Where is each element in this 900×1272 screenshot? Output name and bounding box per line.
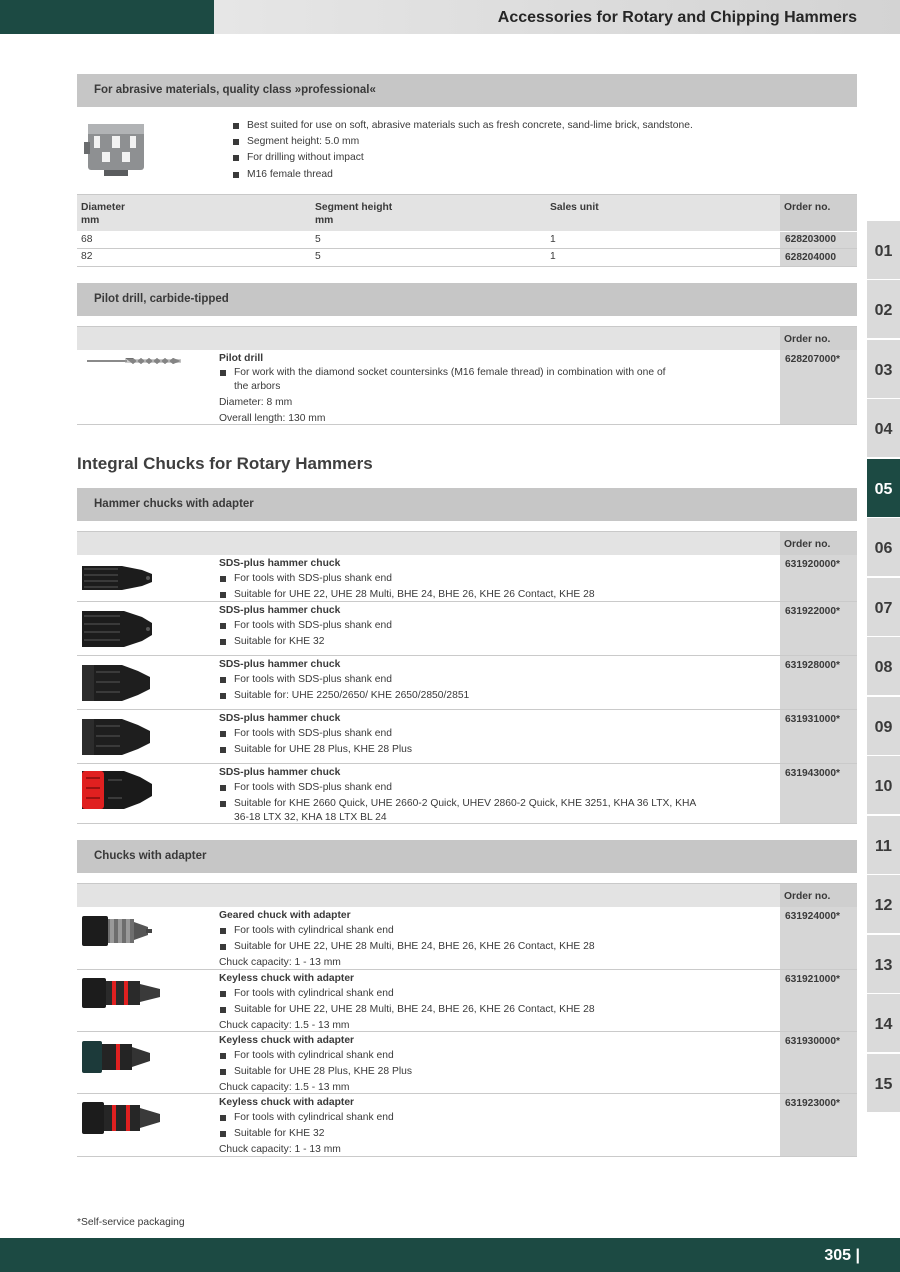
chapter-tab-13[interactable]: 13 [867,935,900,993]
chapter-tab-12[interactable]: 12 [867,875,900,933]
section-bar-chucks-adapter: Chucks with adapter [77,840,857,873]
product-description [219,766,704,825]
keyless-chuck-image [82,975,166,1011]
header-accent-block [0,0,214,34]
product-bullet: Suitable for UHE 22, UHE 28 Multi, BHE 24, BHE 26, KHE 26 Contact, KHE 28 [219,587,759,603]
table-row [77,249,857,267]
col-segment-unit: mm [315,215,334,226]
product-bullet: For tools with cylindrical shank end [219,923,759,939]
product-bullet: Suitable for KHE 2660 Quick, UHE 2660-2 Quick, UHEV 2860-2 Quick, KHE 3251, KHA 36 LTX, KHA 36-18 LTX 32, KHA 18 LTX BL 24 [219,797,704,825]
col-order-no: Order no. [784,891,831,902]
col-diameter: Diameter [81,202,126,213]
product-bullet: Suitable for UHE 22, UHE 28 Multi, BHE 24, BHE 26, KHE 26 Contact, KHE 28 [219,1002,759,1018]
keyless-chuck-image [82,1038,154,1076]
cell-order-no: 631922000* [785,606,840,617]
hammer-chucks-table-header [77,531,857,555]
sds-hammer-chuck-image [82,661,154,705]
table-row [77,656,857,710]
product-bullet: Suitable for UHE 22, UHE 28 Multi, BHE 24, BHE 26, KHE 26 Contact, KHE 28 [219,939,759,955]
header-bar [214,0,900,34]
sds-hammer-chuck-image [82,560,154,596]
chapter-tab-09[interactable]: 09 [867,697,900,755]
product-description [219,658,759,704]
cell-order-no: 631928000* [785,660,840,671]
product-title: SDS-plus hammer chuck [219,558,341,569]
footnote: *Self-service packaging [77,1217,185,1228]
product-description [219,909,759,971]
cell-diameter: 82 [81,251,93,262]
sds-hammer-chuck-image [82,715,154,759]
product-bullet: For tools with cylindrical shank end [219,1110,759,1126]
table-row [77,907,857,970]
product-title: Keyless chuck with adapter [219,973,355,984]
chapter-tab-03[interactable]: 03 [867,340,900,398]
product-bullet: Suitable for UHE 28 Plus, KHE 28 Plus [219,742,759,758]
cell-order-no: 631943000* [785,768,840,779]
product-description [219,972,759,1034]
cell-order-no: 631921000* [785,974,840,985]
product-capacity: Chuck capacity: 1 - 13 mm [219,1144,341,1155]
product-description [219,557,759,603]
table-row [77,1032,857,1094]
footer-bar [0,1238,900,1272]
col-sales-unit: Sales unit [550,202,599,213]
col-order-no: Order no. [784,334,831,345]
table-row [77,764,857,824]
cell-segment: 5 [315,234,321,245]
product-bullet: Suitable for: UHE 2250/2650/ KHE 2650/2850/2851 [219,688,759,704]
product-bullet: For work with the diamond socket countersinks (M16 female thread) in combination with one of the arbors [219,366,679,394]
sds-quick-hammer-chuck-image [82,767,154,813]
feature-item: M16 female thread [232,167,693,183]
abrasive-feature-list [232,118,693,183]
cell-order-no: 631923000* [785,1098,840,1109]
chapter-tab-10[interactable]: 10 [867,756,900,814]
col-diameter-unit: mm [81,215,100,226]
cell-order-no: 631924000* [785,911,840,922]
chapter-tab-04[interactable]: 04 [867,399,900,457]
geared-chuck-image [82,913,154,949]
page-number: 305 | [824,1247,860,1264]
cell-order-no: 628203000 [785,234,836,245]
product-bullet: For tools with SDS-plus shank end [219,726,759,742]
cell-sales: 1 [550,251,556,262]
product-title: Keyless chuck with adapter [219,1097,355,1108]
col-order-no: Order no. [784,202,831,213]
table-row [77,555,857,602]
product-title: SDS-plus hammer chuck [219,605,341,616]
feature-item: Best suited for use on soft, abrasive materials such as fresh concrete, sand-lime brick, sandstone. [232,118,693,134]
pilot-drill-description [219,352,679,426]
cell-order-no: 628207000* [785,354,840,365]
cell-sales: 1 [550,234,556,245]
cell-segment: 5 [315,251,321,262]
product-bullet: For tools with SDS-plus shank end [219,571,759,587]
table-row [77,232,857,249]
product-description [219,712,759,758]
product-length: Overall length: 130 mm [219,412,326,424]
product-bullet: Suitable for KHE 32 [219,1126,759,1142]
product-description [219,1034,759,1096]
chapter-tab-01[interactable]: 01 [867,221,900,279]
feature-item: For drilling without impact [232,150,693,166]
section-bar-abrasive: For abrasive materials, quality class »professional« [77,74,857,107]
cell-order-no: 631930000* [785,1036,840,1047]
section-bar-hammer-chucks: Hammer chucks with adapter [77,488,857,521]
cell-order-no: 628204000 [785,252,836,263]
chapter-tab-07[interactable]: 07 [867,578,900,636]
product-capacity: Chuck capacity: 1.5 - 13 mm [219,1020,350,1031]
feature-item: Segment height: 5.0 mm [232,134,693,150]
product-bullet: For tools with SDS-plus shank end [219,618,759,634]
product-bullet: For tools with cylindrical shank end [219,986,759,1002]
page-title: Accessories for Rotary and Chipping Hammers [497,9,857,26]
chapter-tab-06[interactable]: 06 [867,518,900,576]
section-heading-integral-chucks: Integral Chucks for Rotary Hammers [77,454,373,473]
product-capacity: Chuck capacity: 1.5 - 13 mm [219,1082,350,1093]
chapter-tab-11[interactable]: 11 [867,816,900,874]
chucks-table-header [77,883,857,907]
product-title: SDS-plus hammer chuck [219,659,341,670]
product-title: SDS-plus hammer chuck [219,713,341,724]
table-row [77,1094,857,1157]
table-row [77,970,857,1032]
cell-order-no: 631931000* [785,714,840,725]
product-bullet: Suitable for UHE 28 Plus, KHE 28 Plus [219,1064,759,1080]
section-bar-pilot-drill: Pilot drill, carbide-tipped [77,283,857,316]
pilot-table-header [77,326,857,350]
chapter-tab-14[interactable]: 14 [867,994,900,1052]
product-capacity: Chuck capacity: 1 - 13 mm [219,957,341,968]
cell-order-no: 631920000* [785,559,840,570]
product-bullet: Suitable for KHE 32 [219,634,759,650]
diamond-core-bit-image [82,120,150,178]
keyless-chuck-image [82,1099,166,1137]
product-bullet: For tools with SDS-plus shank end [219,672,759,688]
table-row [77,602,857,656]
product-description [219,1096,759,1158]
product-title: Keyless chuck with adapter [219,1035,355,1046]
product-diameter: Diameter: 8 mm [219,397,293,408]
product-title: Geared chuck with adapter [219,910,351,921]
chapter-tab-15[interactable]: 15 [867,1054,900,1112]
product-title: Pilot drill [219,353,264,364]
cell-diameter: 68 [81,234,93,245]
product-bullet: For tools with cylindrical shank end [219,1048,759,1064]
chapter-tab-02[interactable]: 02 [867,280,900,338]
sds-hammer-chuck-image [82,607,154,651]
product-description [219,604,759,650]
chapter-tab-05[interactable]: 05 [867,459,900,517]
col-segment-height: Segment height [315,202,393,213]
abrasive-table-header [77,194,857,231]
chapter-tab-08[interactable]: 08 [867,637,900,695]
table-row [77,350,857,425]
product-bullet: For tools with SDS-plus shank end [219,780,704,796]
product-title: SDS-plus hammer chuck [219,767,341,778]
pilot-drill-image [87,356,183,366]
col-order-no: Order no. [784,539,831,550]
table-row [77,710,857,764]
